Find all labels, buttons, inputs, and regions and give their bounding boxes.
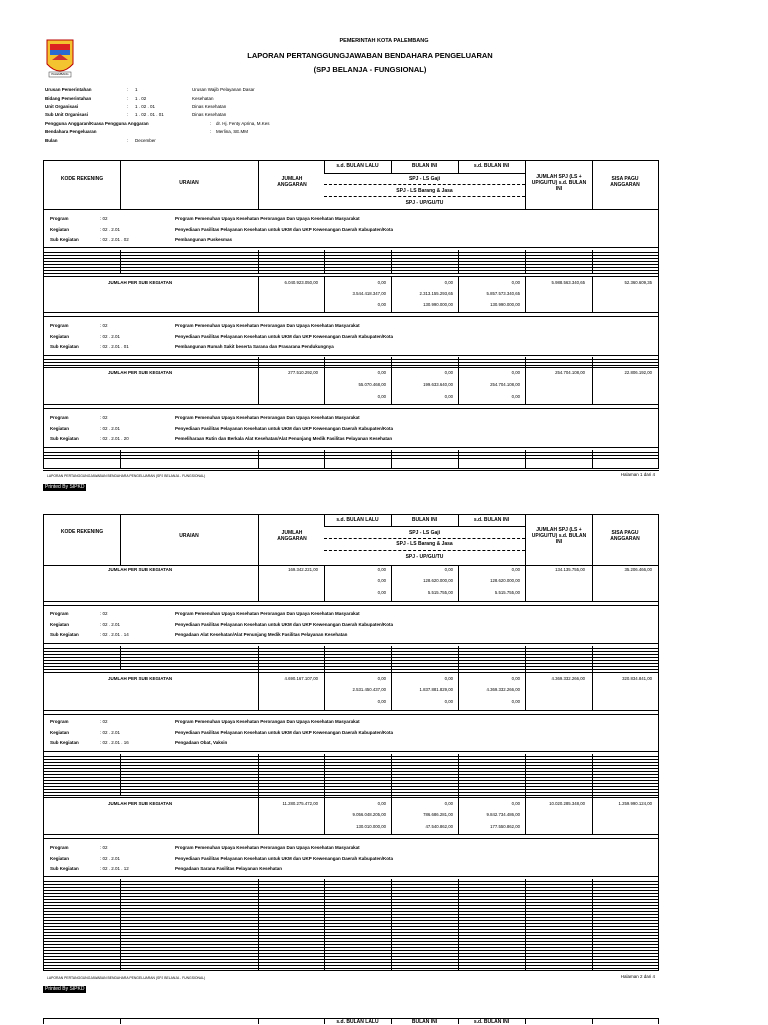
info-code: 1 . 02 . 01 . 01 <box>135 112 164 117</box>
info-label: Unit Organisasi <box>45 104 79 109</box>
total-value: 0,00 <box>377 801 386 806</box>
col-jumlah: JUMLAH ANGGARAN <box>277 530 307 542</box>
col-kode: KODE REKENING <box>60 176 104 182</box>
total-value: 130.990.000,00 <box>490 302 520 307</box>
total-value: 177.550.862,00 <box>490 824 520 829</box>
program-code: : 02 <box>100 216 108 221</box>
kegiatan-name: Penyediaan Fasilitas Pelayanan Kesehatan untuk UKM dan UKP Kewenangan Daerah Kabupaten/Kota <box>175 856 393 861</box>
kegiatan-name: Penyediaan Fasilitas Pelayanan Kesehatan untuk UKM dan UKP Kewenangan Daerah Kabupaten/Kota <box>175 334 393 339</box>
total-value: 0,00 <box>444 567 453 572</box>
total-value: 0,00 <box>377 676 386 681</box>
info-sep: : <box>127 104 129 109</box>
total-label: JUMLAH PER SUB KEGIATAN <box>108 801 173 806</box>
total-value: 199.633.640,00 <box>423 382 453 387</box>
program-label: Program <box>50 611 69 616</box>
total-value: 0,00 <box>377 394 386 399</box>
info-sep: : <box>210 129 212 134</box>
total-value: 0,00 <box>444 370 453 375</box>
total-value: 0,00 <box>511 394 520 399</box>
program-name: Program Pemenuhan Upaya Kesehatan Perorangan Dan Upaya Kesehatan Masyarakat <box>175 323 360 328</box>
total-value: 128.620.000,00 <box>490 578 520 583</box>
total-label: JUMLAH PER SUB KEGIATAN <box>108 567 173 572</box>
total-value: 55.070.468,00 <box>358 382 386 387</box>
info-value: Kesehatan <box>192 96 214 101</box>
total-value: 786.686.281,00 <box>423 812 453 817</box>
sub-kegiatan-name: Pemeliharaan Rutin dan Berkala Alat Kesehatan/Alat Penunjang Medik Fasilitas Pelayanan Kesehatan <box>175 436 393 441</box>
sub-kegiatan-code: : 02 . 2.01 . 14 <box>100 632 129 637</box>
total-value: 0,00 <box>444 699 453 704</box>
printed-stamp: Printed By SIPKD <box>45 986 85 992</box>
total-sisa: 35.206.466,00 <box>624 567 652 572</box>
col-bulan-ini: BULAN INI <box>411 163 438 169</box>
info-label: Sub Unit Organisasi <box>45 112 89 117</box>
sub-kegiatan-code: : 02 . 2.01 . 20 <box>100 436 129 441</box>
row-ls-barang: SPJ - LS Barang & Jasa <box>396 541 453 547</box>
total-label: JUMLAH PER SUB KEGIATAN <box>108 676 173 681</box>
report-title-line1: PEMERINTAH KOTA PALEMBANG <box>339 38 429 44</box>
info-label: Bendahara Pengeluaran <box>45 129 97 134</box>
kegiatan-label: Kegiatan <box>50 622 70 627</box>
total-spj: 10.020.285.348,00 <box>549 801 585 806</box>
program-name: Program Pemenuhan Upaya Kesehatan Perorangan Dan Upaya Kesehatan Masyarakat <box>175 216 360 221</box>
info-code: 1 <box>135 87 138 92</box>
total-value: 9.842.734.486,00 <box>486 812 520 817</box>
kegiatan-label: Kegiatan <box>50 856 70 861</box>
col-uraian: URAIAN <box>179 180 199 186</box>
col-sisa: SISA PAGU ANGGARAN <box>610 530 640 542</box>
sub-kegiatan-code: : 02 . 2.01 . 02 <box>100 237 129 242</box>
logo-text: PALEMBANG <box>51 72 69 76</box>
row-ls-gaji: SPJ - LS Gaji <box>408 530 441 536</box>
info-sep: : <box>127 112 129 117</box>
footer-text: LAPORAN PERTANGGUNGJAWABAN BENDAHARA PENGELUARAN (SPJ BELANJA - FUNGSIONAL) <box>47 474 206 478</box>
kegiatan-code: : 02 . 2.01 <box>100 730 121 735</box>
program-name: Program Pemenuhan Upaya Kesehatan Perorangan Dan Upaya Kesehatan Masyarakat <box>175 415 360 420</box>
col-sd-lalu: s.d. BULAN LALU <box>336 163 379 169</box>
total-value: 0,00 <box>377 370 386 375</box>
total-anggaran: 4.690.167.107,00 <box>284 676 318 681</box>
sub-kegiatan-label: Sub Kegiatan <box>50 344 79 349</box>
program-code: : 02 <box>100 719 108 724</box>
sub-kegiatan-label: Sub Kegiatan <box>50 436 79 441</box>
total-value: 0,00 <box>377 699 386 704</box>
info-label: Bulan <box>45 138 58 143</box>
program-name: Program Pemenuhan Upaya Kesehatan Perorangan Dan Upaya Kesehatan Masyarakat <box>175 719 360 724</box>
kegiatan-label: Kegiatan <box>50 426 70 431</box>
total-value: 0,00 <box>377 590 386 595</box>
total-value: 0,00 <box>511 699 520 704</box>
row-ls-gaji: SPJ - LS Gaji <box>408 176 441 182</box>
kegiatan-label: Kegiatan <box>50 227 70 232</box>
table-frame <box>43 160 659 469</box>
kegiatan-label: Kegiatan <box>50 730 70 735</box>
total-value: 130.990.000,00 <box>423 302 453 307</box>
row-up: SPJ - UP/GU/TU <box>405 200 444 206</box>
total-value: 47.540.862,00 <box>425 824 453 829</box>
printed-stamp: Printed By SIPKD <box>45 484 85 490</box>
sub-kegiatan-name: Pengadaan Obat, Vaksin <box>175 740 228 745</box>
kegiatan-code: : 02 . 2.01 <box>100 227 121 232</box>
col-sisa: SISA PAGU ANGGARAN <box>610 176 640 188</box>
total-value: 0,00 <box>377 578 386 583</box>
total-label: JUMLAH PER SUB KEGIATAN <box>108 280 173 285</box>
col-bulan-ini: BULAN INI <box>411 517 438 523</box>
col-uraian: URAIAN <box>179 533 199 539</box>
total-value: 0,00 <box>444 280 453 285</box>
program-label: Program <box>50 719 69 724</box>
sub-kegiatan-label: Sub Kegiatan <box>50 740 79 745</box>
total-value: 9.056.048.205,00 <box>352 812 386 817</box>
col-jumlah-spj: JUMLAH SPJ (LS + UP/GU/TU) s.d. BULAN INI <box>531 527 587 545</box>
kegiatan-code: : 02 . 2.01 <box>100 622 121 627</box>
program-label: Program <box>50 216 69 221</box>
program-name: Program Pemenuhan Upaya Kesehatan Perorangan Dan Upaya Kesehatan Masyarakat <box>175 845 360 850</box>
program-label: Program <box>50 415 69 420</box>
program-code: : 02 <box>100 323 108 328</box>
program-label: Program <box>50 323 69 328</box>
row-up: SPJ - UP/GU/TU <box>405 554 444 560</box>
info-value: Dinas Kesehatan <box>192 112 227 117</box>
col-sd-lalu: s.d. BULAN LALU <box>336 517 379 523</box>
info-label: Pengguna Anggaran/Kuasa Pengguna Anggaran <box>45 121 149 126</box>
row-ls-barang: SPJ - LS Barang & Jasa <box>396 188 453 194</box>
total-value: 0,00 <box>377 302 386 307</box>
total-value: 0,00 <box>511 801 520 806</box>
total-anggaran: 169.342.221,00 <box>288 567 318 572</box>
sub-kegiatan-code: : 02 . 2.01 . 12 <box>100 866 129 871</box>
info-label: Bidang Pemerintahan <box>45 96 92 101</box>
total-anggaran: 277.510.292,00 <box>288 370 318 375</box>
kegiatan-name: Penyediaan Fasilitas Pelayanan Kesehatan untuk UKM dan UKP Kewenangan Daerah Kabupaten/Kota <box>175 730 393 735</box>
kegiatan-name: Penyediaan Fasilitas Pelayanan Kesehatan untuk UKM dan UKP Kewenangan Daerah Kabupaten/Kota <box>175 622 393 627</box>
total-value: 130.010.000,00 <box>356 824 386 829</box>
info-value: Merlina, SE.MM <box>216 129 249 134</box>
info-code: 1 . 02 . 01 <box>135 104 156 109</box>
total-value: 0,00 <box>511 676 520 681</box>
sub-kegiatan-label: Sub Kegiatan <box>50 632 79 637</box>
info-value: Urusan Wajib Pelayanan Dasar <box>192 87 255 92</box>
page-number: Halaman 2 dari 4 <box>620 974 655 979</box>
kegiatan-code: : 02 . 2.01 <box>100 856 121 861</box>
program-name: Program Pemenuhan Upaya Kesehatan Perorangan Dan Upaya Kesehatan Masyarakat <box>175 611 360 616</box>
info-sep: : <box>127 96 129 101</box>
kegiatan-name: Penyediaan Fasilitas Pelayanan Kesehatan untuk UKM dan UKP Kewenangan Daerah Kabupaten/Kota <box>175 426 393 431</box>
total-value: 5.857.573.340,65 <box>486 291 520 296</box>
total-value: 0,00 <box>444 801 453 806</box>
total-spj: 5.988.563.340,65 <box>551 280 585 285</box>
total-value: 0,00 <box>444 394 453 399</box>
col-jumlah-spj: JUMLAH SPJ (LS + UP/GU/TU) s.d. BULAN INI <box>531 174 587 192</box>
info-value: Dinas Kesehatan <box>192 104 227 109</box>
total-value: 2.313.155.293,65 <box>419 291 453 296</box>
program-label: Program <box>50 845 69 850</box>
total-spj: 4.369.332.266,00 <box>551 676 585 681</box>
total-value: 3.544.418.347,00 <box>352 291 386 296</box>
total-value: 0,00 <box>377 567 386 572</box>
kegiatan-code: : 02 . 2.01 <box>100 334 121 339</box>
report-title-line3: (SPJ BELANJA - FUNGSIONAL) <box>313 65 427 74</box>
col-sd-lalu: s.d. BULAN LALU <box>336 1019 379 1025</box>
col-kode: KODE REKENING <box>60 529 104 535</box>
total-value: 4.369.332.266,00 <box>486 687 520 692</box>
total-value: 0,00 <box>511 567 520 572</box>
info-value: dr. Hj. Fenty Aprina, M.Kes <box>216 121 270 126</box>
sub-kegiatan-name: Pengadaan Sarana Fasilitas Pelayanan Kesehatan <box>175 866 283 871</box>
sub-kegiatan-label: Sub Kegiatan <box>50 866 79 871</box>
total-label: JUMLAH PER SUB KEGIATAN <box>108 370 173 375</box>
total-sisa: 22.806.192,00 <box>624 370 652 375</box>
col-jumlah: JUMLAH ANGGARAN <box>277 176 307 188</box>
info-code: 1 . 02 <box>135 96 147 101</box>
total-sisa: 320.834.841,00 <box>622 676 652 681</box>
sub-kegiatan-code: : 02 . 2.01 . 01 <box>100 344 129 349</box>
col-sd-ini: s.d. BULAN INI <box>473 163 510 169</box>
total-anggaran: 11.280.275.472,00 <box>282 801 318 806</box>
kegiatan-name: Penyediaan Fasilitas Pelayanan Kesehatan untuk UKM dan UKP Kewenangan Daerah Kabupaten/Kota <box>175 227 393 232</box>
info-sep: : <box>210 121 212 126</box>
sub-kegiatan-name: Pembangunan Rumah Sakit beserta Sarana dan Prasarana Pendukungnya <box>175 344 334 349</box>
total-value: 0,00 <box>377 280 386 285</box>
report-title-line2: LAPORAN PERTANGGUNGJAWABAN BENDAHARA PENGELUARAN <box>247 51 493 60</box>
sub-kegiatan-code: : 02 . 2.01 . 16 <box>100 740 129 745</box>
footer-text: LAPORAN PERTANGGUNGJAWABAN BENDAHARA PENGELUARAN (SPJ BELANJA - FUNGSIONAL) <box>47 976 206 980</box>
info-label: Urusan Pemerintahan <box>45 87 92 92</box>
col-sd-ini: s.d. BULAN INI <box>473 517 510 523</box>
program-code: : 02 <box>100 611 108 616</box>
total-anggaran: 6.040.923.050,00 <box>284 280 318 285</box>
total-spj: 254.704.108,00 <box>555 370 585 375</box>
total-value: 5.515.755,00 <box>427 590 453 595</box>
info-sep: : <box>127 87 129 92</box>
total-spj: 134.135.755,00 <box>555 567 585 572</box>
total-value: 0,00 <box>511 280 520 285</box>
sub-kegiatan-name: Pembangunan Puskesmas <box>175 237 233 242</box>
sub-kegiatan-label: Sub Kegiatan <box>50 237 79 242</box>
kegiatan-label: Kegiatan <box>50 334 70 339</box>
total-value: 2.531.450.437,00 <box>352 687 386 692</box>
total-value: 254.704.108,00 <box>490 382 520 387</box>
total-value: 5.515.755,00 <box>494 590 520 595</box>
kegiatan-code: : 02 . 2.01 <box>100 426 121 431</box>
info-value: December <box>135 138 156 143</box>
total-sisa: 52.360.609,35 <box>624 280 652 285</box>
total-value: 0,00 <box>444 676 453 681</box>
total-value: 128.620.000,00 <box>423 578 453 583</box>
program-code: : 02 <box>100 415 108 420</box>
page-number: Halaman 1 dari 4 <box>620 472 655 477</box>
program-code: : 02 <box>100 845 108 850</box>
info-sep: : <box>127 138 129 143</box>
sub-kegiatan-name: Pengadaan Alat Kesehatan/Alat Penunjang Medik Fasilitas Pelayanan Kesehatan <box>175 632 348 637</box>
total-value: 1.837.881.829,00 <box>419 687 453 692</box>
total-sisa: 1.259.990.124,00 <box>618 801 652 806</box>
col-sd-ini: s.d. BULAN INI <box>473 1019 510 1025</box>
total-value: 0,00 <box>511 370 520 375</box>
col-bulan-ini: BULAN INI <box>411 1019 438 1025</box>
